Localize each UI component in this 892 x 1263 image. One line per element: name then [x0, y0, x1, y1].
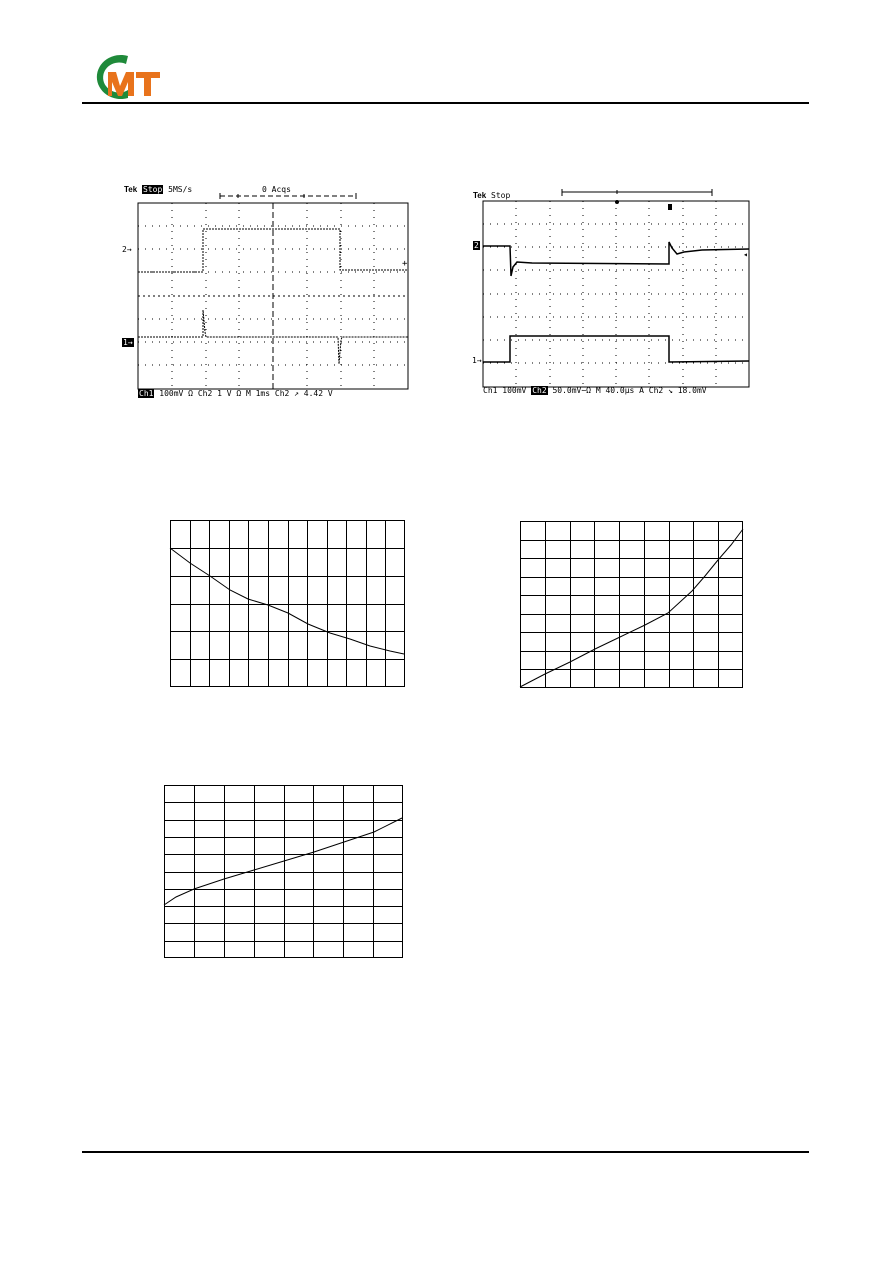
scope2-footer-ch1: Ch1 100mV [483, 386, 527, 395]
scope1-brand: Tek [124, 185, 138, 194]
footer-rule [82, 1151, 809, 1153]
graph1-grid [170, 520, 405, 687]
graph-3 [164, 785, 404, 959]
scope2-screen [472, 184, 762, 398]
scope1-footer-ch1: Ch1 [139, 389, 154, 398]
scope1-footer-settings: 100mV Ω Ch2 1 V Ω M 1ms Ch2 ↗ 4.42 V [159, 389, 333, 398]
scope1-mode: Stop [143, 185, 163, 194]
scope1-rate: 5MS/s [168, 185, 193, 194]
graph2-curve [520, 529, 743, 687]
scope-capture-1 [122, 184, 412, 398]
scope1-ch2-marker: 2→ [122, 245, 132, 254]
svg-text:+: + [402, 259, 408, 269]
scope1-screen [122, 184, 412, 398]
scope2-mode: Stop [491, 191, 511, 200]
scope2-ch1-marker: 1→ [472, 356, 482, 365]
header-rule [82, 102, 809, 104]
company-logo [82, 50, 166, 102]
scope1-footer [138, 389, 333, 398]
logo-graphic [82, 50, 166, 102]
scope2-ch2-marker: 2 [474, 241, 479, 250]
scope-capture-2 [472, 184, 762, 398]
scope2-footer [483, 386, 707, 395]
scope2-brand: Tek [473, 191, 487, 200]
graph-1 [170, 520, 406, 688]
scope1-acqs: 0 Acqs [262, 185, 291, 194]
graph1-curve [170, 548, 404, 654]
scope2-footer-settings: 50.0mV∼Ω M 40.0µs A Ch2 ↘ 18.0mV [552, 386, 707, 395]
scope2-footer-ch2: Ch2 [532, 386, 547, 395]
scope1-ch1-marker: 1→ [123, 338, 133, 347]
graph2-grid [520, 521, 743, 688]
svg-text:◂: ◂ [743, 250, 748, 259]
graph3-grid [164, 785, 403, 958]
graph3-curve [164, 818, 402, 905]
graph-2 [520, 521, 744, 689]
